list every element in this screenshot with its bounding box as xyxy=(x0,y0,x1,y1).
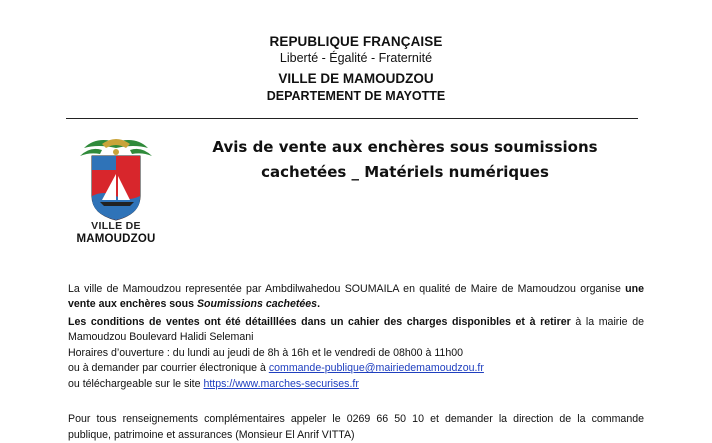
paragraph-intro-line-2 xyxy=(68,297,644,312)
website-prefix: ou téléchargeable sur le site xyxy=(68,378,204,390)
header-departement: DEPARTEMENT DE MAYOTTE xyxy=(266,89,446,103)
email-prefix: ou à demander par courrier électronique à xyxy=(68,362,269,374)
header-motto: Liberté - Égalité - Fraternité xyxy=(279,51,433,65)
conditions-bold: Les conditions de ventes ont été détailllées dans un cahier des charges disponibles et à retirer xyxy=(68,316,571,328)
paragraph-intro-line-1 xyxy=(68,282,644,297)
logo-caption-mamoudzou: MAMOUDZOU xyxy=(76,233,156,245)
website-line xyxy=(68,377,644,392)
intro-soumissions: Soumissions cachetées xyxy=(196,298,318,310)
opening-hours: Horaires d’ouverture : du lundi au jeudi de 8h à 16h et le vendredi de 08h00 à 11h00 xyxy=(68,347,463,359)
header-ville: VILLE DE MAMOUDZOU xyxy=(278,71,434,86)
header-republique: REPUBLIQUE FRANÇAISE xyxy=(269,34,443,49)
header-divider xyxy=(66,118,638,119)
contact-line-2: publique, patrimoine et assurances (Monsieur El Anrif VITTA) xyxy=(68,429,355,441)
intro-period: . xyxy=(317,298,321,310)
paragraph-conditions-address: Mamoudzou Boulevard Halidi Selemani xyxy=(68,331,254,343)
conditions-text: à la mairie de xyxy=(570,316,644,328)
email-line xyxy=(68,361,644,376)
email-link[interactable]: commande-publique@mairiedemamoudzou.fr xyxy=(268,362,484,374)
website-link[interactable]: https://www.marches-securises.fr xyxy=(203,378,359,390)
contact-line-1: Pour tous renseignements complémentaires appeler le 0269 66 50 10 et demander la direction de la commande xyxy=(68,413,644,425)
intro-bold-une: une xyxy=(625,283,644,295)
logo-caption-ville-de: VILLE DE xyxy=(91,220,141,232)
intro-text: La ville de Mamoudzou representée par Ambdilwahedou SOUMAILA en qualité de Maire de Mamoudzou organise xyxy=(68,283,626,295)
paragraph-conditions-line-1 xyxy=(68,315,644,330)
intro-bold-vente: vente aux enchères sous xyxy=(68,298,197,310)
notice-title-line-1: Avis de vente aux enchères sous soumissions xyxy=(212,138,598,156)
notice-title-line-2: cachetées _ Matériels numériques xyxy=(261,163,549,181)
